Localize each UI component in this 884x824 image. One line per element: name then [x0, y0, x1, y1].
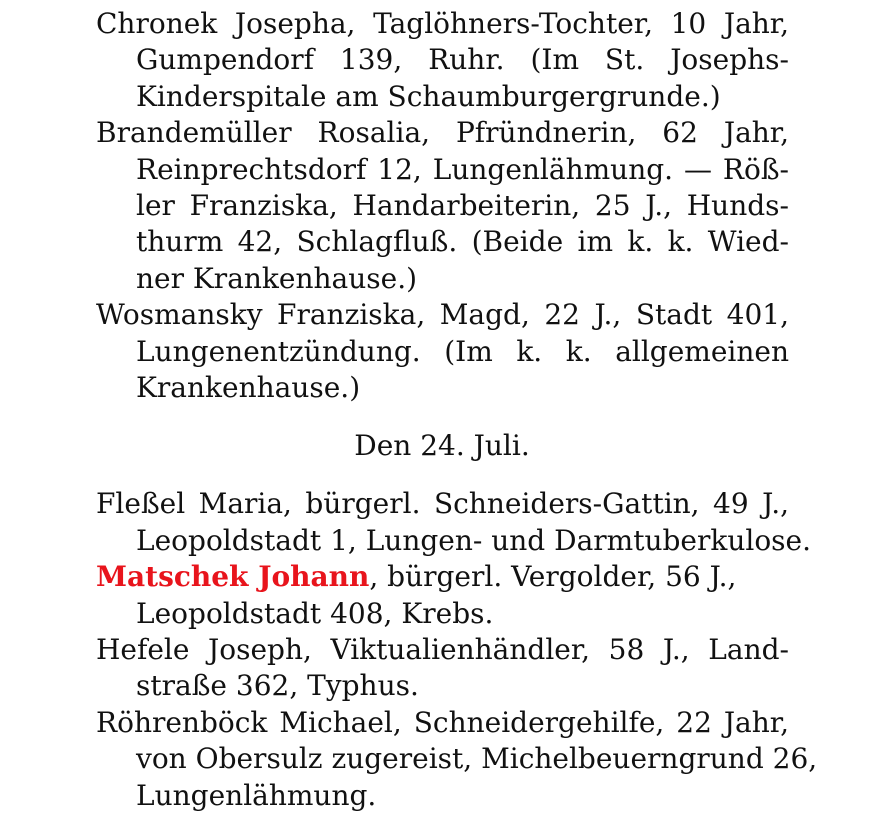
- entry-line: Leopoldstadt 408, Krebs.: [136, 597, 494, 630]
- entry-line: ner Krankenhause.): [136, 262, 418, 295]
- entry-line: [96, 559, 789, 595]
- entry-line: ler Franziska, Handarbeiterin, 25 J., Hunds-: [136, 189, 789, 222]
- entry-text: , bürgerl. Vergolder, 56 J.,: [369, 560, 737, 593]
- entry-line: Reinprechtsdorf 12, Lungenlähmung. — Röß-: [136, 153, 789, 186]
- entry-line: Kinderspitale am Schaumburgergrunde.): [136, 80, 721, 113]
- entry-line: Gumpendorf 139, Ruhr. (Im St. Josephs-: [136, 43, 789, 76]
- entry-line: thurm 42, Schlagfluß. (Beide im k. k. Wied-: [136, 225, 789, 258]
- entry-line: Chronek Josepha, Taglöhners-Tochter, 10 Jahr,: [96, 7, 789, 40]
- entry-line: Wosmansky Franziska, Magd, 22 J., Stadt 401,: [96, 298, 789, 331]
- entry-line: von Obersulz zugereist, Michelbeuerngrund 26,: [136, 742, 818, 775]
- entry-line: Lungenlähmung.: [136, 779, 377, 812]
- entry-line: Fleßel Maria, bürgerl. Schneiders-Gattin, 49 J.,: [96, 487, 789, 520]
- date-heading: Den 24. Juli.: [354, 429, 530, 462]
- entry-line: Hefele Joseph, Viktualienhändler, 58 J., Land-: [96, 633, 789, 666]
- entry-line: Brandemüller Rosalia, Pfründnerin, 62 Jahr,: [96, 116, 789, 149]
- entry-line: Röhrenböck Michael, Schneidergehilfe, 22 Jahr,: [96, 706, 789, 739]
- entry-line: straße 362, Typhus.: [136, 669, 419, 702]
- entry-line: Leopoldstadt 1, Lungen- und Darmtuberkulose.: [136, 524, 812, 557]
- entry-line: Lungenentzündung. (Im k. k. allgemeinen: [136, 335, 789, 368]
- highlighted-name: Matschek Johann: [96, 560, 370, 593]
- entry-line: Krankenhause.): [136, 371, 361, 404]
